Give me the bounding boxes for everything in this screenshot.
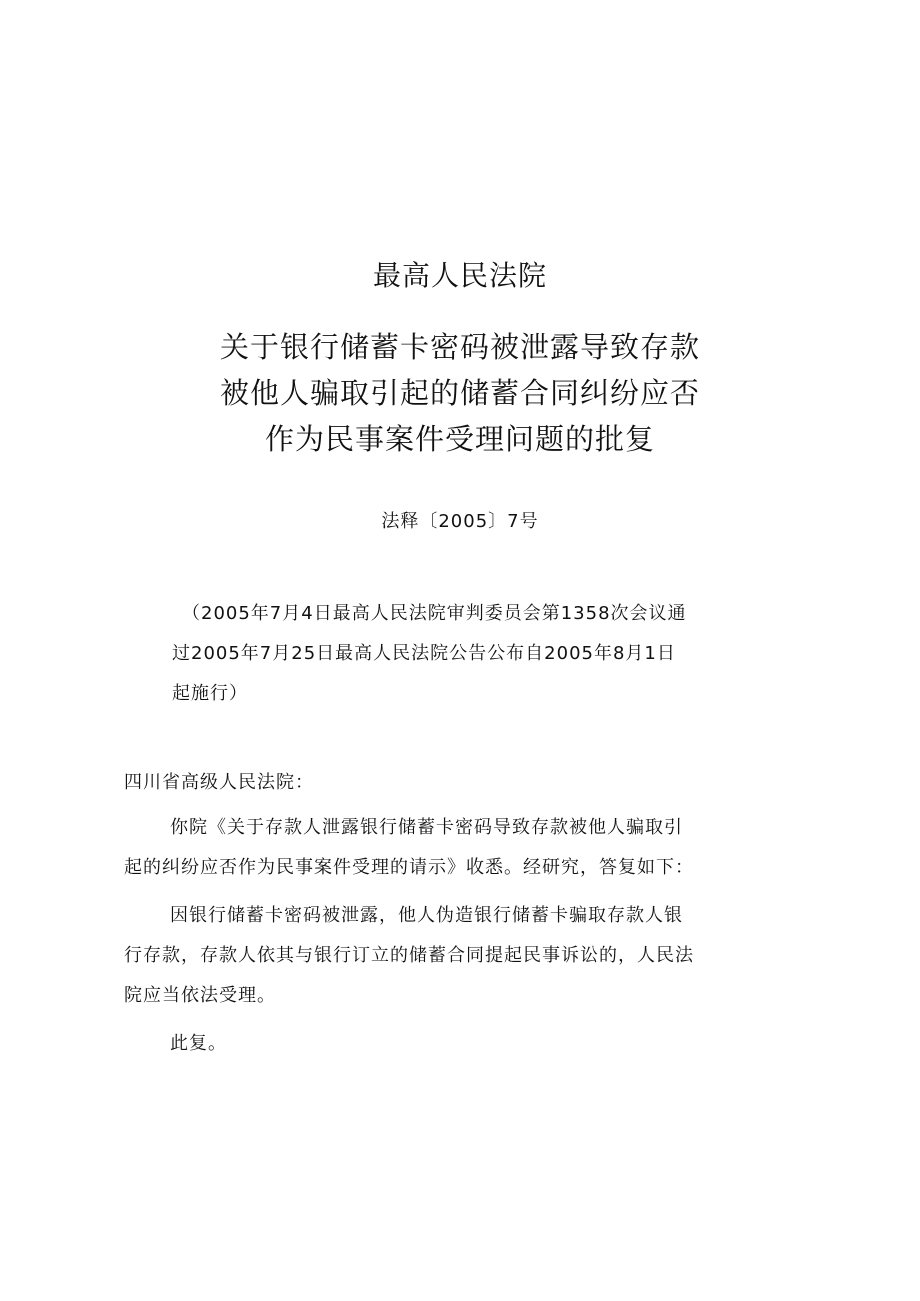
body-paragraph-1 bbox=[124, 808, 824, 888]
title-line-1: 关于银行储蓄卡密码被泄露导致存款 bbox=[219, 330, 700, 364]
paragraph-1-line-1: 你院《关于存款人泄露银行储蓄卡密码导致存款被他人骗取引 bbox=[170, 817, 683, 838]
body-paragraph-2 bbox=[124, 896, 824, 1016]
paragraph-2-line-1: 因银行储蓄卡密码被泄露，他人伪造银行储蓄卡骗取存款人银 bbox=[170, 905, 683, 926]
paragraph-2-line-3: 院应当依法受理。 bbox=[124, 985, 276, 1006]
title-line-3: 作为民事案件受理问题的批复 bbox=[264, 422, 655, 456]
court-name: 最高人民法院 bbox=[372, 259, 547, 292]
closing-paragraph bbox=[124, 1024, 824, 1064]
paragraph-2-line-2: 行存款，存款人依其与银行订立的储蓄合同提起民事诉讼的，人民法 bbox=[124, 945, 694, 966]
document-number: 法释〔2005〕7号 bbox=[381, 511, 539, 532]
adoption-note-line-2: 过2005年7月25日最高人民法院公告公布自2005年8月1日 bbox=[172, 643, 676, 664]
addressee: 四川省高级人民法院： bbox=[124, 772, 314, 793]
adoption-note-line-1: （2005年7月4日最高人民法院审判委员会第1358次会议通 bbox=[182, 603, 687, 624]
closing-text: 此复。 bbox=[170, 1033, 227, 1054]
title-line-2: 被他人骗取引起的储蓄合同纠纷应否 bbox=[219, 376, 700, 410]
document-title bbox=[0, 324, 920, 462]
adoption-note bbox=[172, 594, 817, 714]
paragraph-1-line-2: 起的纠纷应否作为民事案件受理的请示》收悉。经研究，答复如下： bbox=[124, 857, 694, 878]
adoption-note-line-3: 起施行） bbox=[172, 683, 248, 704]
